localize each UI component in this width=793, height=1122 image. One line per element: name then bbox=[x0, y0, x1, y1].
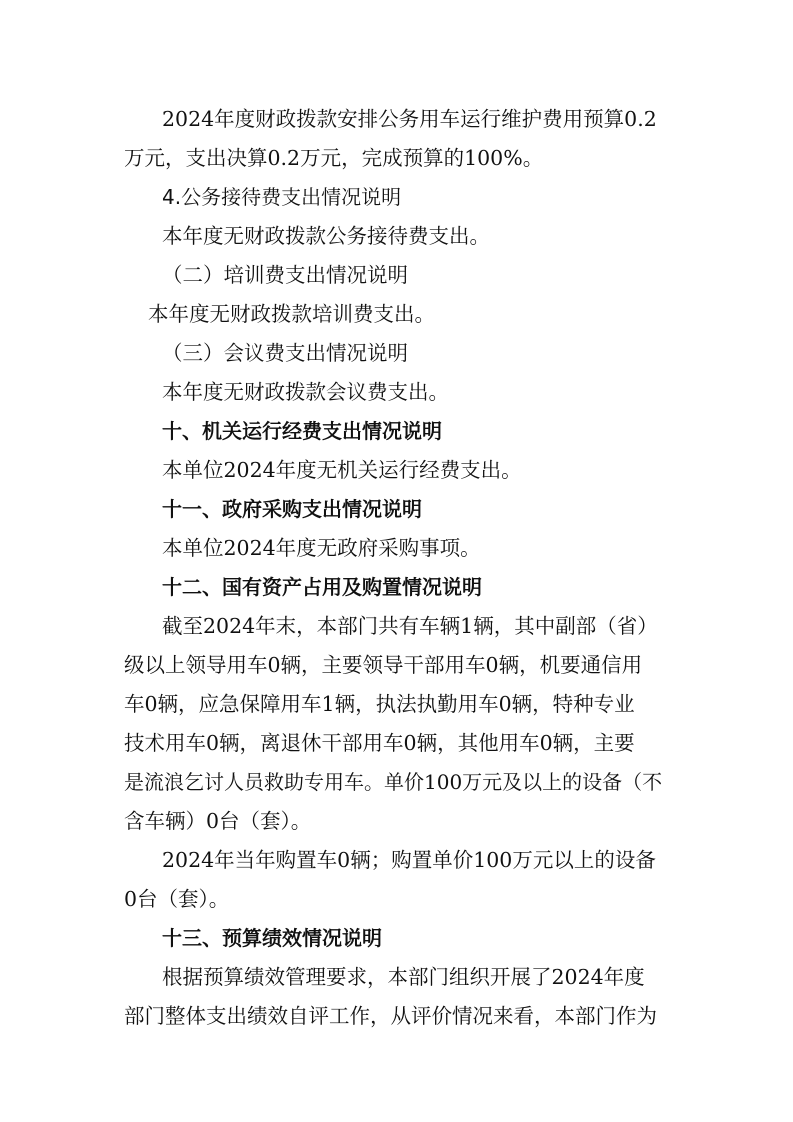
subsection-heading: （二）培训费支出情况说明 bbox=[162, 263, 408, 287]
paragraph-line: 部门整体支出绩效自评工作，从评价情况来看，本部门作为 bbox=[124, 1004, 657, 1028]
paragraph-line: 本年度无财政拨款会议费支出。 bbox=[162, 380, 449, 404]
paragraph-line: 本单位2024年度无政府采购事项。 bbox=[162, 536, 481, 560]
section-heading: 十一、政府采购支出情况说明 bbox=[162, 497, 422, 521]
paragraph-line: 2024年当年购置车0辆；购置单价100万元以上的设备 bbox=[162, 848, 656, 872]
paragraph-line: 0台（套）。 bbox=[124, 887, 230, 911]
paragraph-line: 级以上领导用车0辆，主要领导干部用车0辆，机要通信用 bbox=[124, 653, 643, 677]
paragraph-line: 截至2024年末，本部门共有车辆1辆，其中副部（省） bbox=[162, 614, 658, 638]
paragraph-line: 万元，支出决算0.2万元，完成预算的100%。 bbox=[124, 146, 544, 170]
paragraph-line: 本年度无财政拨款公务接待费支出。 bbox=[162, 224, 490, 248]
paragraph-line: 本单位2024年度无机关运行经费支出。 bbox=[162, 458, 522, 482]
paragraph-line: 含车辆）0台（套）。 bbox=[124, 809, 312, 833]
paragraph-line: 技术用车0辆，离退休干部用车0辆，其他用车0辆，主要 bbox=[124, 731, 635, 755]
paragraph-line: 根据预算绩效管理要求，本部门组织开展了2024年度 bbox=[162, 965, 645, 989]
paragraph-line: 本年度无财政拨款培训费支出。 bbox=[148, 302, 435, 326]
section-heading: 十、机关运行经费支出情况说明 bbox=[162, 419, 442, 443]
paragraph-line: 2024年度财政拨款安排公务用车运行维护费用预算0.2 bbox=[162, 107, 657, 131]
paragraph-line: 车0辆，应急保障用车1辆，执法执勤用车0辆，特种专业 bbox=[124, 692, 635, 716]
section-heading: 十二、国有资产占用及购置情况说明 bbox=[162, 575, 482, 599]
section-heading: 十三、预算绩效情况说明 bbox=[162, 926, 382, 950]
paragraph-line: 是流浪乞讨人员救助专用车。单价100万元及以上的设备（不 bbox=[124, 770, 663, 794]
subsection-heading: （三）会议费支出情况说明 bbox=[162, 341, 408, 365]
subsection-heading: 4.公务接待费支出情况说明 bbox=[162, 185, 402, 209]
